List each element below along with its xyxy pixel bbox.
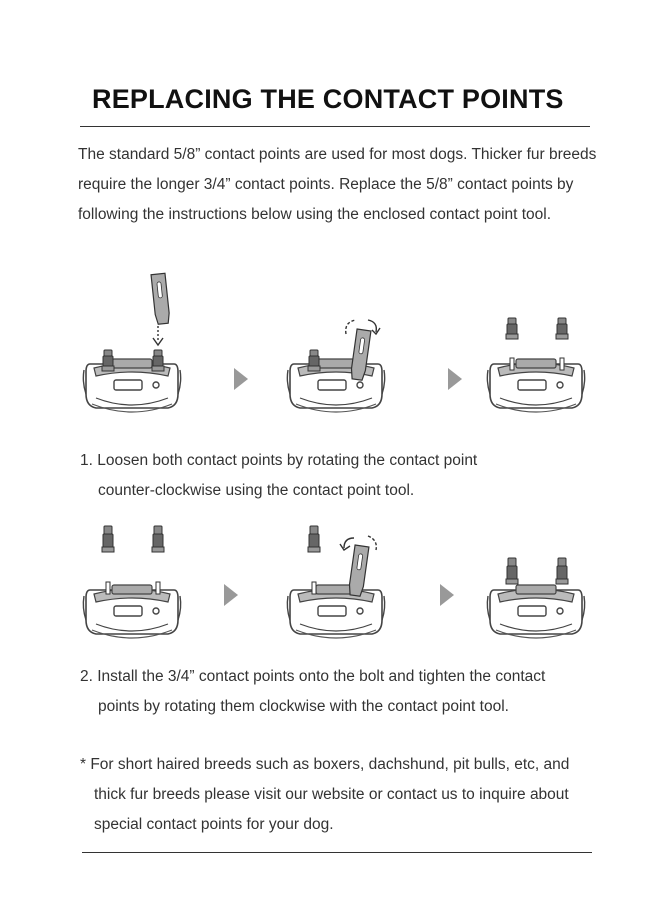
next-arrow-icon [234, 368, 248, 390]
note-line-3: special contact points for your dog. [94, 816, 334, 833]
collar-with-points-icon [83, 359, 180, 412]
note-paragraph [80, 750, 620, 840]
step-2-line-1: 2. Install the 3/4” contact points onto the bolt and tighten the contact [80, 668, 546, 685]
step-1-line-1: 1. Loosen both contact points by rotating the contact point [80, 452, 478, 469]
contact-tool-icon [151, 273, 170, 324]
step-1-line-2: counter-clockwise using the contact point tool. [98, 482, 415, 499]
title-divider [80, 126, 590, 127]
step2-illustration [78, 520, 598, 650]
intro-paragraph: The standard 5/8” contact points are used for most dogs. Thicker fur breeds require the longer 3/4” contact points. Replace the 5/8” contact points by following the instructions below using the enclosed contact point tool. [78, 146, 597, 223]
step-2 [80, 662, 620, 722]
step-1 [80, 446, 620, 506]
note-line-1: * For short haired breeds such as boxers, dachshund, pit bulls, etc, and [80, 756, 570, 773]
page-title: REPLACING THE CONTACT POINTS [92, 84, 564, 114]
step-2-line-2: points by rotating them clockwise with the contact point tool. [98, 698, 509, 715]
bottom-divider [82, 852, 592, 853]
step1-illustration [78, 272, 598, 432]
note-line-2: thick fur breeds please visit our website or contact us to inquire about [94, 786, 569, 803]
